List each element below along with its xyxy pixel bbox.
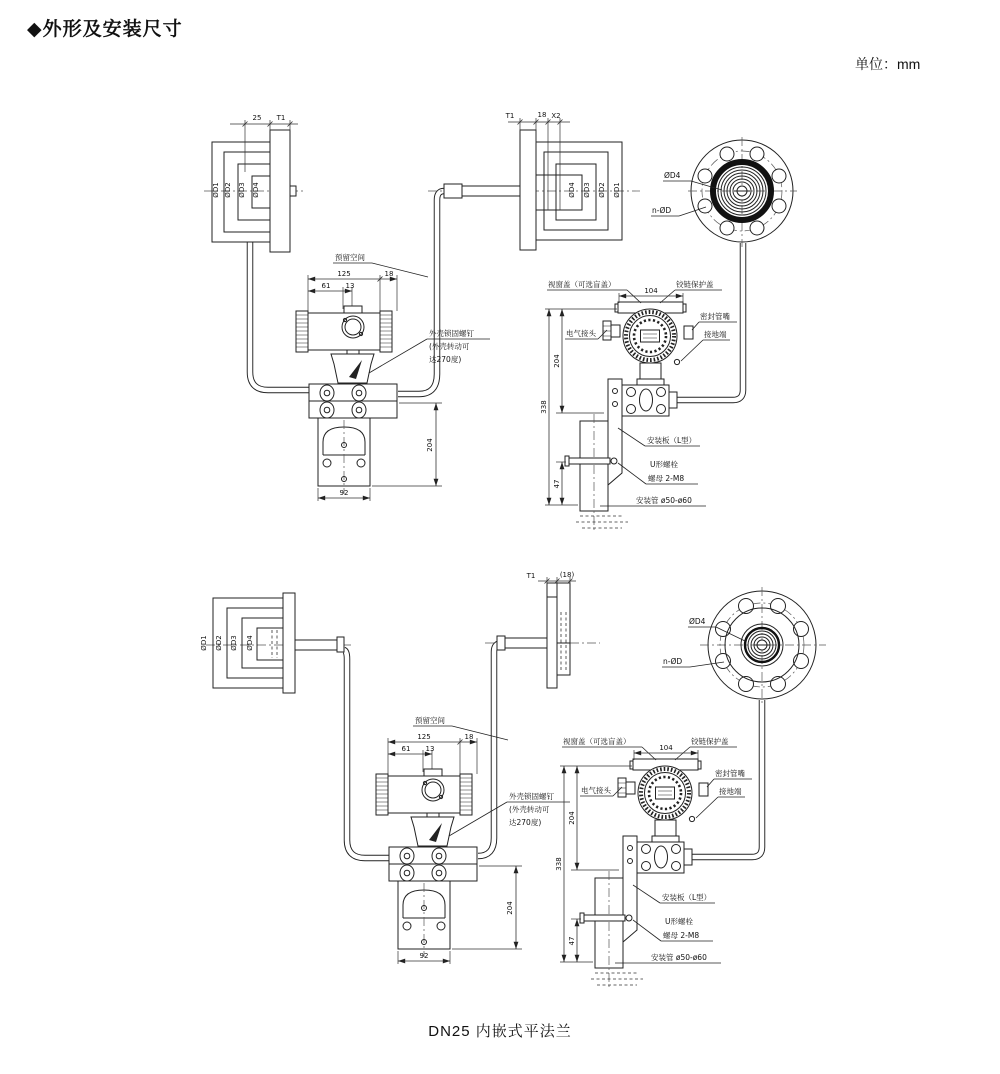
flange-diameter-label-d3: ØD3 [230, 635, 238, 651]
flange-diameter-label-d4: ØD4 [568, 182, 576, 198]
mounting-bracket-label: 安装板（L型） [662, 893, 712, 902]
electrical-connector-label: 电气接头 [581, 786, 611, 795]
dim-label-18: 18 [384, 270, 394, 278]
housing-lock-note-line3: 达270度) [509, 818, 542, 827]
reserved-space-label: 预留空间 [335, 253, 365, 262]
flange-diameter-label-d4: ØD4 [246, 635, 254, 651]
transmitter-front-view [376, 715, 570, 964]
hinge-cover-label: 铰链保护盖 [676, 280, 714, 289]
u-bolt-label: U形螺栓 [665, 917, 693, 926]
transmitter-front-view [296, 252, 490, 501]
housing-lock-note-line2: (外壳转动可 [429, 342, 470, 351]
page-title: ◆外形及安装尺寸 [27, 19, 183, 40]
bolt-holes-label: n-ØD [663, 657, 683, 666]
dim-label-61: 61 [321, 282, 331, 290]
mounting-pipe-label: 安装管 ø50-ø60 [636, 496, 692, 505]
flange-face-view [662, 587, 826, 706]
dim-label-t1: T1 [276, 114, 286, 122]
dim-label-61: 61 [401, 745, 411, 753]
dim-label-t1: T1 [505, 112, 515, 120]
dim-label-104: 104 [659, 744, 673, 752]
flange-diameter-label-d3: ØD3 [238, 182, 246, 198]
flange-diameter-label-d2: ØD2 [224, 182, 232, 198]
flange-diameter-label-d2: ØD2 [598, 182, 606, 198]
remote-seal-flange-side-view [200, 593, 352, 693]
transmitter-side-view [540, 279, 737, 531]
flange-diameter-label-d4: ØD4 [252, 182, 260, 198]
dim-label-t1: T1 [526, 572, 536, 580]
flange-diameter-label-d1: ØD1 [613, 182, 621, 198]
ground-terminal-label: 接地端 [719, 787, 742, 796]
dim-label-204: 204 [553, 354, 561, 368]
u-bolt-label: U形螺栓 [650, 460, 678, 469]
reserved-space-label: 预留空间 [415, 716, 445, 725]
dim-label-338: 338 [555, 857, 563, 871]
hinge-cover-label: 铰链保护盖 [691, 737, 729, 746]
transmitter-side-view [555, 736, 752, 988]
dim-label-18: 18 [464, 733, 474, 741]
dim-label-204: 204 [506, 901, 514, 915]
flange-diameter-label-d1: ØD1 [212, 182, 220, 198]
flange-face-view [651, 137, 797, 247]
dim-label-338: 338 [540, 400, 548, 414]
dim-label-104: 104 [644, 287, 658, 295]
window-cover-label: 视窗盖（可选盲盖） [563, 737, 631, 746]
dim-label-13: 13 [345, 282, 355, 290]
flange-diameter-label-d4: ØD4 [664, 171, 681, 180]
housing-lock-note-line1: 外壳锁固螺钉 [509, 792, 554, 801]
flange-diameter-label-d3: ØD3 [583, 182, 591, 198]
ground-terminal-label: 接地端 [704, 330, 727, 339]
flange-diameter-label-d1: ØD1 [200, 635, 208, 651]
dim-label-204: 204 [426, 438, 434, 452]
nut-label: 螺母 2-M8 [663, 931, 700, 940]
dim-label-125: 125 [337, 270, 351, 278]
unit-note: 单位：mm [855, 56, 921, 72]
dim-label-125: 125 [417, 733, 431, 741]
flat-flange-edge-view [485, 571, 600, 688]
dim-label-18: 18 [537, 111, 547, 119]
dim-label-92: 92 [339, 489, 349, 497]
dim-label-25: 25 [252, 114, 262, 122]
housing-lock-note-line1: 外壳锁固螺钉 [429, 329, 474, 338]
seal-nozzle-label: 密封管嘴 [715, 769, 745, 778]
dim-label-13: 13 [425, 745, 435, 753]
drawing-group-bottom [200, 571, 826, 988]
dim-label-47: 47 [553, 479, 561, 489]
dim-label-92: 92 [419, 952, 429, 960]
drawing-group-top [204, 111, 797, 531]
dim-label-18ref: (18) [559, 571, 575, 579]
figure-caption: DN25 内嵌式平法兰 [428, 1023, 572, 1040]
flange-diameter-label-d4: ØD4 [689, 617, 706, 626]
bolt-holes-label: n-ØD [652, 206, 672, 215]
nut-label: 螺母 2-M8 [648, 474, 685, 483]
seal-nozzle-label: 密封管嘴 [700, 312, 730, 321]
probe-flange-side-view [428, 111, 640, 250]
dim-label-x2: X2 [551, 112, 561, 120]
window-cover-label: 视窗盖（可选盲盖） [548, 280, 616, 289]
housing-lock-note-line3: 达270度) [429, 355, 462, 364]
dim-label-47: 47 [568, 936, 576, 946]
electrical-connector-label: 电气接头 [566, 329, 596, 338]
dim-label-204: 204 [568, 811, 576, 825]
remote-seal-flange-side-view [204, 114, 303, 252]
mounting-bracket-label: 安装板（L型） [647, 436, 697, 445]
housing-lock-note-line2: (外壳转动可 [509, 805, 550, 814]
mounting-pipe-label: 安装管 ø50-ø60 [651, 953, 707, 962]
flange-diameter-label-d2: ØD2 [215, 635, 223, 651]
